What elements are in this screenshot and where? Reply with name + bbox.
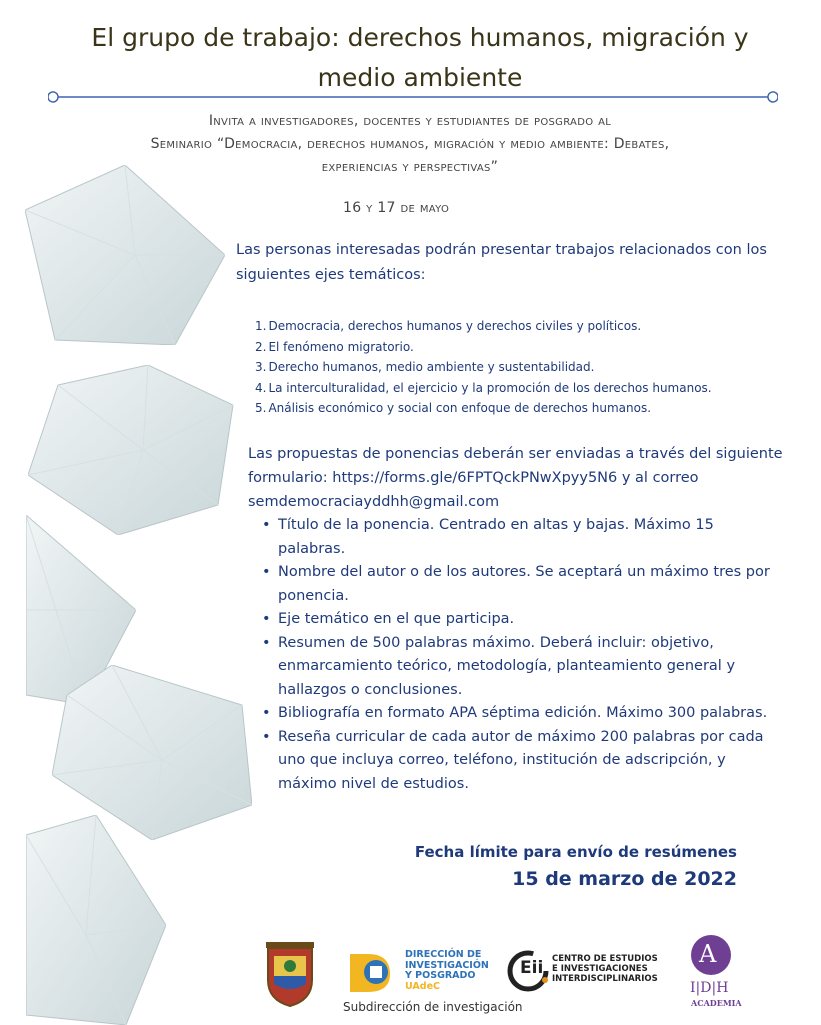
university-crest-logo [262, 942, 318, 1008]
idh-logo-letter: A [699, 940, 717, 968]
requirement-item: • Nombre del autor o de los autores. Se aceptará un máximo tres por ponencia. [262, 561, 782, 608]
requirement-item: • Reseña curricular de cada autor de máximo 200 palabras por cada uno que incluya correo, teléfono, institución de adscripción, y máximo nivel de estudios. [262, 726, 782, 797]
proposals-paragraph: Las propuestas de ponencias deberán ser enviadas a través del siguiente formulario: https://forms.gle/6FPTQckPNwXpyy5N6 y al correo semdemocraciayddhh@gmail.com [248, 446, 783, 510]
subdireccion-label: Subdirección de investigación [343, 1000, 523, 1014]
page-title [60, 18, 780, 98]
idh-logo-mark: I|D|H [690, 980, 729, 996]
decorative-polyhedron-1 [25, 165, 225, 345]
requirement-item: • Resumen de 500 palabras máximo. Deberá incluir: objetivo, enmarcamiento teórico, metodología, planteamiento general y hallazgos o conclusiones. [262, 632, 782, 703]
decorative-divider [48, 90, 778, 104]
decorative-polyhedron-4 [52, 665, 252, 840]
axis-item: 2. El fenómeno migratorio. [255, 339, 414, 354]
axis-item: 4. La interculturalidad, el ejercicio y la promoción de los derechos humanos. [255, 380, 712, 395]
axis-item: 5. Análisis económico y social con enfoque de derechos humanos. [255, 401, 652, 415]
decorative-polyhedron-2 [28, 365, 238, 535]
requirements-list [262, 514, 782, 796]
event-dates: 16 y 17 de mayo [343, 200, 450, 216]
title-line-1: El grupo de trabajo: derechos humanos, migración y [91, 23, 749, 52]
deadline-date: 15 de marzo de 2022 [512, 868, 737, 890]
axis-item: 1. Democracia, derechos humanos y derechos civiles y políticos. [255, 319, 642, 333]
idh-logo-text: ACADEMIA [691, 998, 742, 1008]
invitation-line-2: Seminario “Democracia, derechos humanos, migración y medio ambiente: Debates, [150, 136, 670, 152]
thematic-axes-list [255, 316, 775, 419]
ceii-logo-text: CENTRO DE ESTUDIOS E INVESTIGACIONES INTERDISCIPLINARIOS [552, 954, 658, 984]
requirement-item: • Bibliografía en formato APA séptima edición. Máximo 300 palabras. [262, 702, 782, 726]
intro-paragraph: Las personas interesadas podrán presentar trabajos relacionados con los siguientes ejes temáticos: [236, 242, 767, 283]
invitation-line-1: Invita a investigadores, docentes y estudiantes de posgrado al [208, 113, 612, 129]
footer-logos [0, 930, 821, 1025]
axis-item: 3. Derecho humanos, medio ambiente y sustentabilidad. [255, 360, 595, 374]
dip-logo-mark [346, 948, 402, 994]
requirement-item: • Eje temático en el que participa. [262, 608, 782, 632]
ceii-mark-text: Eii [520, 958, 544, 978]
invitation-line-3: experiencias y perspectivas” [321, 159, 499, 175]
requirement-item: • Título de la ponencia. Centrado en altas y bajas. Máximo 15 palabras. [262, 514, 782, 561]
deadline-label: Fecha límite para envío de resúmenes [414, 843, 737, 861]
title-line-2: medio ambiente [317, 63, 523, 92]
dip-logo-text: DIRECCIÓN DE INVESTIGACIÓN Y POSGRADO UAdeC [405, 949, 489, 992]
